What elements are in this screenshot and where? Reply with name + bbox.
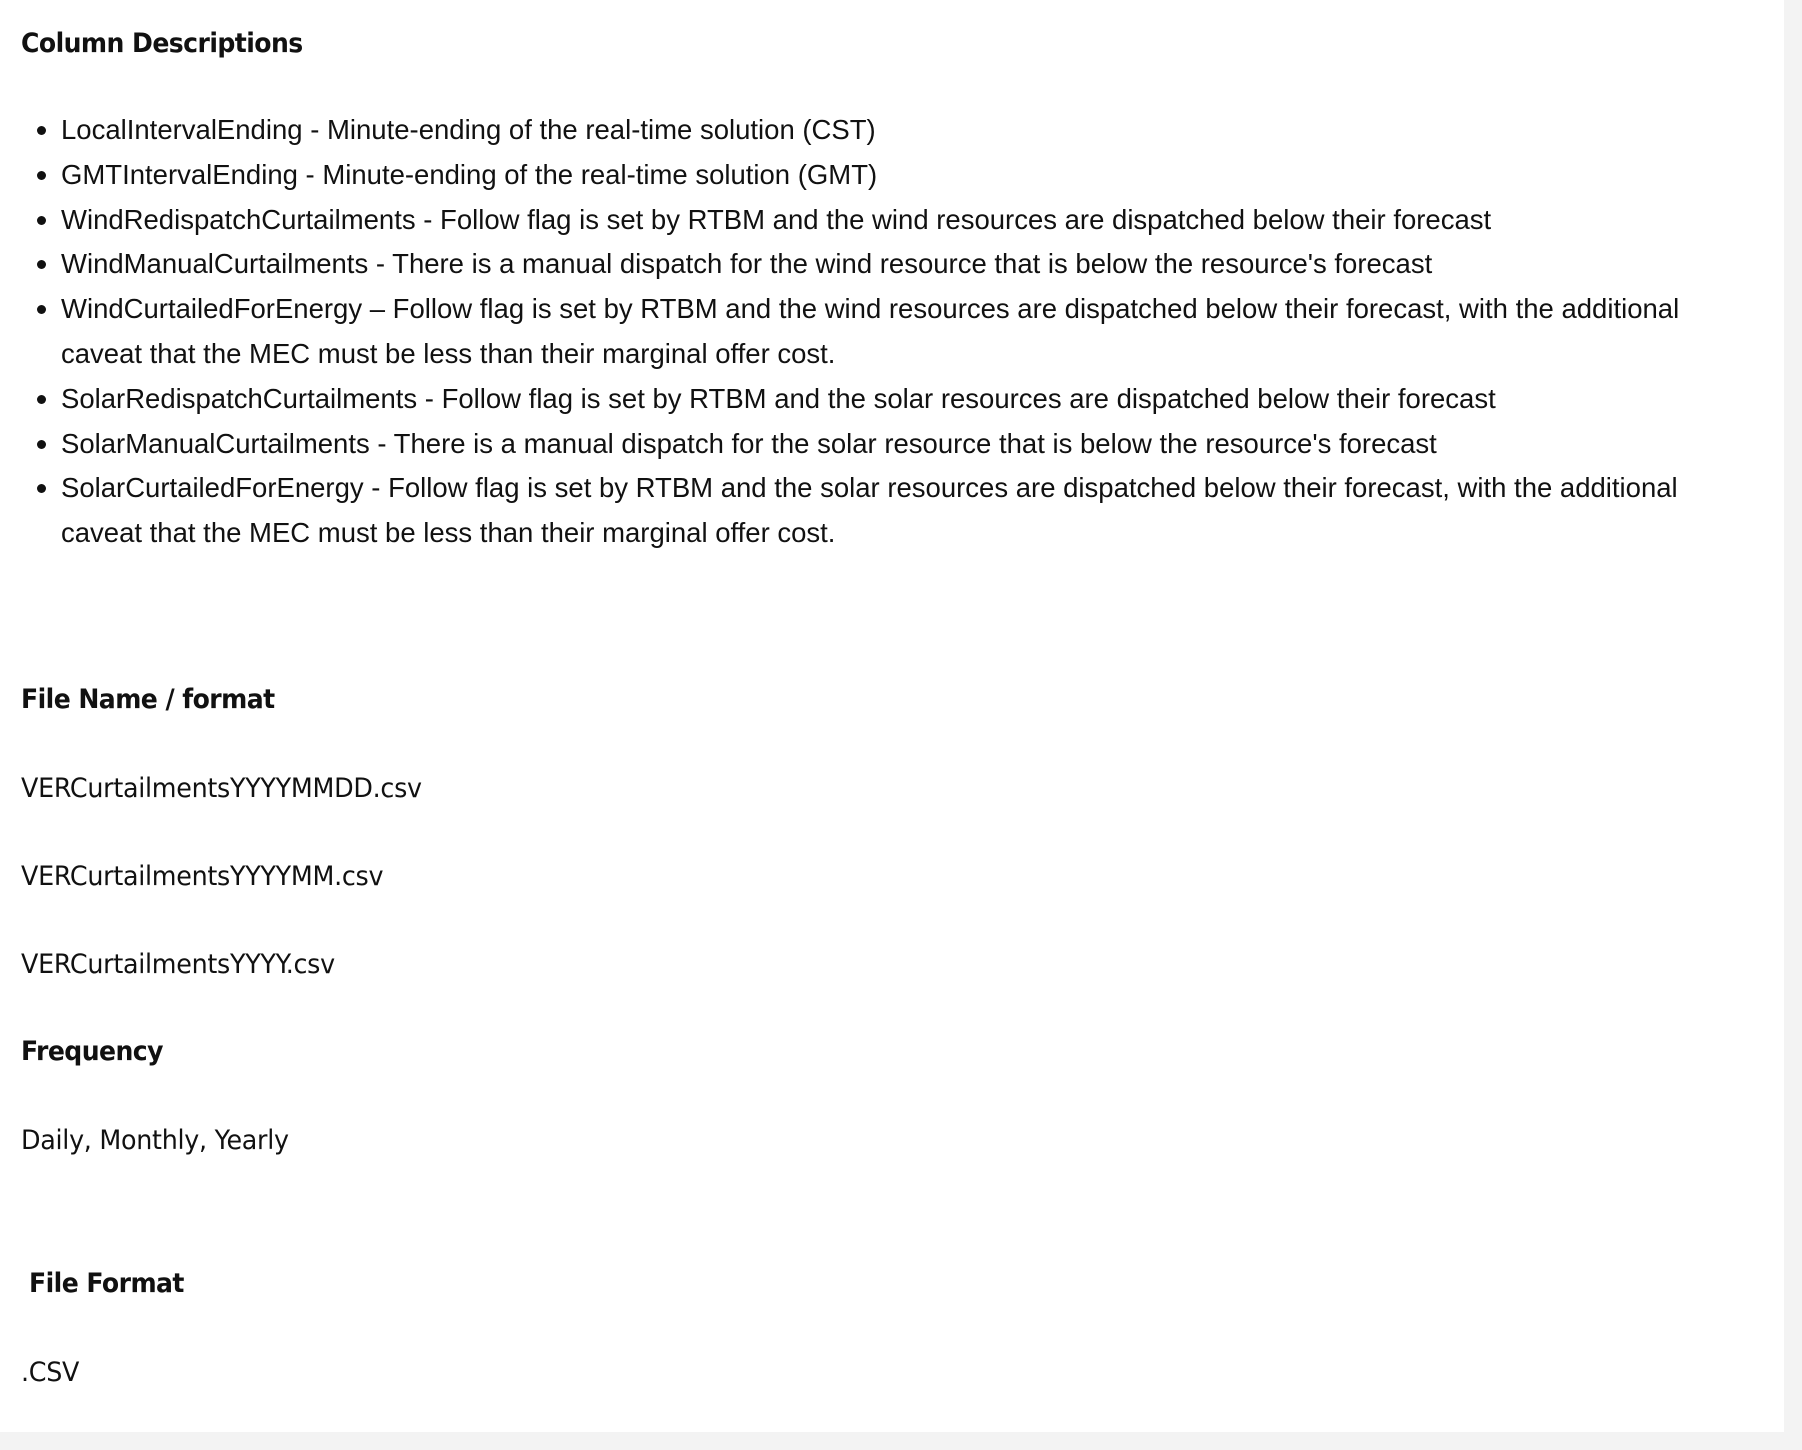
frequency-value: Daily, Monthly, Yearly (21, 1125, 289, 1156)
list-item (0, 108, 1784, 153)
bullet-icon (37, 484, 46, 493)
list-item-text: SolarCurtailedForEnergy - Follow flag is set by RTBM and the solar resources are dispatched below their forecast, with the additional caveat that the MEC must be less than their marginal offer cost. (61, 472, 1678, 549)
file-format-value: .CSV (21, 1357, 80, 1388)
list-item-text: WindManualCurtailments - There is a manual dispatch for the wind resource that is below the resource's forecast (61, 248, 1433, 280)
bullet-icon (37, 440, 46, 449)
file-name-format-heading: File Name / format (21, 684, 275, 715)
list-item-text: SolarManualCurtailments - There is a manual dispatch for the solar resource that is below the resource's forecast (61, 427, 1437, 459)
list-item-text: LocalIntervalEnding - Minute-ending of the real-time solution (CST) (61, 114, 876, 145)
list-item-text: WindRedispatchCurtailments - Follow flag is set by RTBM and the wind resources are dispatched below their forecast (61, 203, 1492, 235)
bullet-icon (37, 171, 46, 180)
list-item (0, 377, 1784, 422)
list-item (0, 422, 1784, 467)
list-item (0, 198, 1784, 243)
bullet-icon (37, 126, 46, 135)
list-item-text: GMTIntervalEnding - Minute-ending of the real-time solution (GMT) (61, 158, 878, 190)
file-name-yearly: VERCurtailmentsYYYY.csv (21, 949, 335, 980)
bullet-icon (37, 305, 46, 314)
bullet-icon (37, 260, 46, 269)
frequency-heading: Frequency (21, 1036, 163, 1067)
list-item (0, 287, 1784, 377)
file-format-heading: File Format (29, 1268, 184, 1299)
file-name-daily: VERCurtailmentsYYYYMMDD.csv (21, 773, 422, 804)
column-descriptions-heading: Column Descriptions (21, 28, 303, 59)
column-descriptions-list (0, 108, 1784, 556)
bullet-icon (37, 395, 46, 404)
list-item-text: SolarRedispatchCurtailments - Follow flag is set by RTBM and the solar resources are dispatched below their forecast (61, 382, 1496, 414)
list-item (0, 153, 1784, 198)
list-item-text: WindCurtailedForEnergy – Follow flag is set by RTBM and the wind resources are dispatched below their forecast, with the additional caveat that the MEC must be less than their marginal offer cost. (61, 293, 1680, 369)
list-item (0, 466, 1784, 556)
list-item (0, 242, 1784, 287)
bullet-icon (37, 216, 46, 225)
file-name-monthly: VERCurtailmentsYYYYMM.csv (21, 861, 384, 892)
